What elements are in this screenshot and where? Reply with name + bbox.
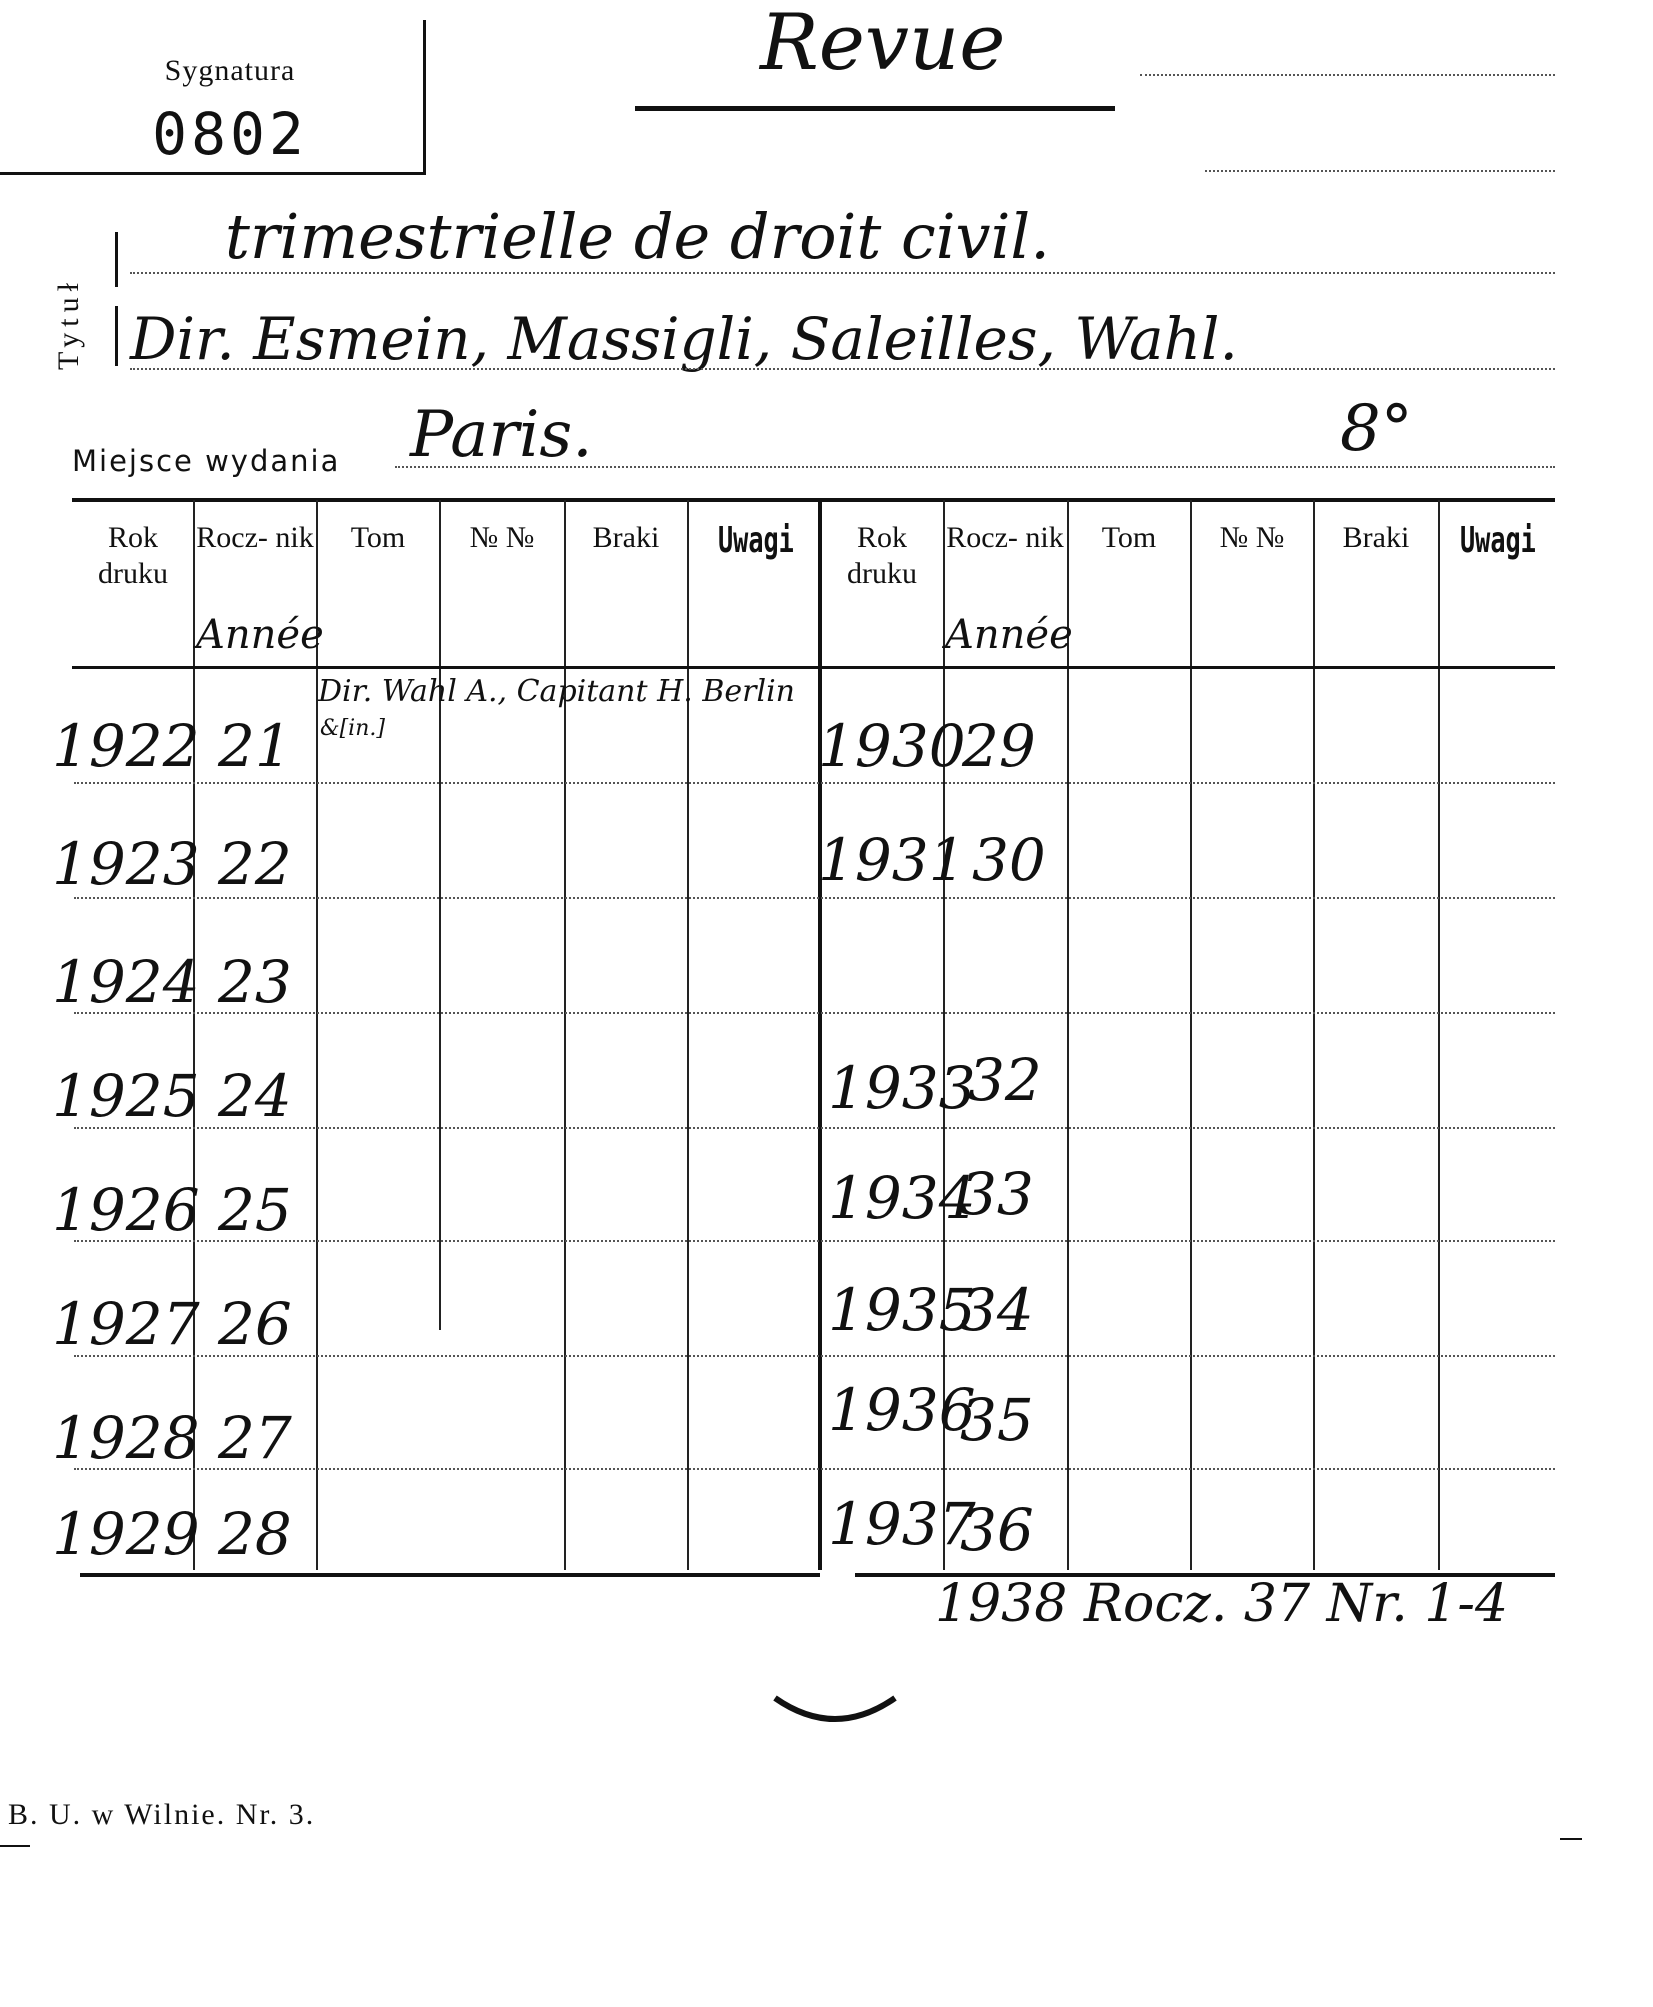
tom-note-row1: Dir. Wahl A., Capitant H. Berlin [318, 674, 795, 709]
right-year: 1934 [828, 1164, 976, 1232]
left-year: 1929 [52, 1500, 200, 1568]
right-year: 1936 [828, 1376, 976, 1444]
header-bottom-rule [72, 666, 1555, 669]
right-vol: 32 [968, 1046, 1042, 1114]
header-braki-right: Braki [1342, 521, 1410, 554]
row-sep [74, 782, 1555, 784]
title-label: Tytuł [52, 277, 85, 370]
title-line-1-dots [130, 272, 1555, 274]
left-year: 1923 [52, 830, 200, 898]
right-year: 1931 [818, 826, 966, 894]
left-year: 1924 [52, 948, 200, 1016]
header-rocznik-note-left: Année [196, 612, 324, 658]
left-year: 1925 [52, 1062, 200, 1130]
place-label: Miejsce wydania [72, 444, 341, 478]
imprint: B. U. w Wilnie. Nr. 3. [8, 1798, 316, 1831]
header-nrnr-right: № № [1219, 521, 1285, 554]
title-underline [635, 106, 1115, 111]
header-uwagi-left: Uwagi [718, 520, 794, 561]
right-year: 1935 [828, 1276, 976, 1344]
left-vol: 21 [218, 712, 292, 780]
left-vol: 28 [218, 1500, 292, 1568]
header-rocznik-left: Rocz- nik [196, 521, 314, 554]
right-vol: 36 [960, 1496, 1034, 1564]
signature-box-right [423, 20, 426, 175]
title-line-1: trimestrielle de droit civil. [225, 200, 1050, 273]
title-line-2: Dir. Esmein, Massigli, Saleilles, Wahl. [130, 305, 1238, 373]
left-year: 1927 [52, 1290, 200, 1358]
col-line [1190, 500, 1192, 1570]
right-vol: 33 [960, 1160, 1034, 1228]
col-line [1313, 500, 1315, 1570]
title-line-2-dots [130, 368, 1555, 370]
right-year: 1937 [828, 1490, 976, 1558]
right-year: 1930 [818, 712, 966, 780]
right-edge-mark [1560, 1838, 1582, 1840]
punch-hole-arc [770, 1690, 900, 1740]
left-vol: 26 [218, 1290, 292, 1358]
title-header-word: Revue [760, 0, 1006, 88]
col-line [1067, 500, 1069, 1570]
header-rocznik-right: Rocz- nik [946, 521, 1064, 554]
dotted-line-top-right [1140, 74, 1555, 76]
col-line [439, 500, 441, 1330]
header-tom-left: Tom [350, 521, 406, 554]
right-vol: 29 [962, 712, 1036, 780]
signature-box-bottom [0, 172, 426, 175]
header-rok-left: Rok druku [98, 521, 168, 590]
col-line [687, 500, 689, 1570]
row-sep [74, 1240, 1555, 1242]
signature-label: Sygnatura [164, 54, 296, 87]
signature-value: 0802 [152, 100, 308, 168]
left-vol: 24 [218, 1062, 292, 1130]
left-vol: 25 [218, 1176, 292, 1244]
center-divider [818, 500, 822, 1570]
header-braki-left: Braki [592, 521, 660, 554]
row-sep [74, 1468, 1555, 1470]
place-dots [395, 466, 1555, 468]
row-sep [74, 897, 1555, 899]
col-line [564, 500, 566, 1570]
right-vol: 30 [972, 826, 1046, 894]
footer-note: 1938 Rocz. 37 Nr. 1-4 [935, 1574, 1509, 1634]
right-year: 1933 [828, 1054, 976, 1122]
left-vol: 23 [218, 948, 292, 1016]
left-year: 1928 [52, 1404, 200, 1472]
table-bottom-rule-left [80, 1573, 820, 1577]
imprint-mark [0, 1845, 30, 1847]
title-bracket-2 [115, 306, 118, 366]
right-vol: 35 [960, 1386, 1034, 1454]
left-year: 1926 [52, 1176, 200, 1244]
row-sep [74, 1127, 1555, 1129]
place-value: Paris. [410, 398, 593, 472]
dotted-line-top-right-2 [1205, 170, 1555, 172]
right-vol: 34 [960, 1276, 1034, 1344]
left-year: 1922 [52, 712, 200, 780]
left-vol: 27 [218, 1404, 292, 1472]
header-nrnr-left: № № [469, 521, 535, 554]
row-sep [74, 1012, 1555, 1014]
title-bracket-1 [115, 232, 118, 287]
format-value: 8° [1340, 392, 1413, 466]
header-uwagi-right: Uwagi [1460, 520, 1536, 561]
header-rocznik-note-right: Année [945, 612, 1073, 658]
header-tom-right: Tom [1101, 521, 1157, 554]
table-top-rule [72, 498, 1555, 502]
col-line [1438, 500, 1440, 1570]
row-sep [74, 1355, 1555, 1357]
col-line [316, 500, 318, 1570]
left-vol: 22 [218, 830, 292, 898]
tom-note2-row1: &[in.] [320, 716, 385, 741]
header-rok-right: Rok druku [847, 521, 917, 590]
